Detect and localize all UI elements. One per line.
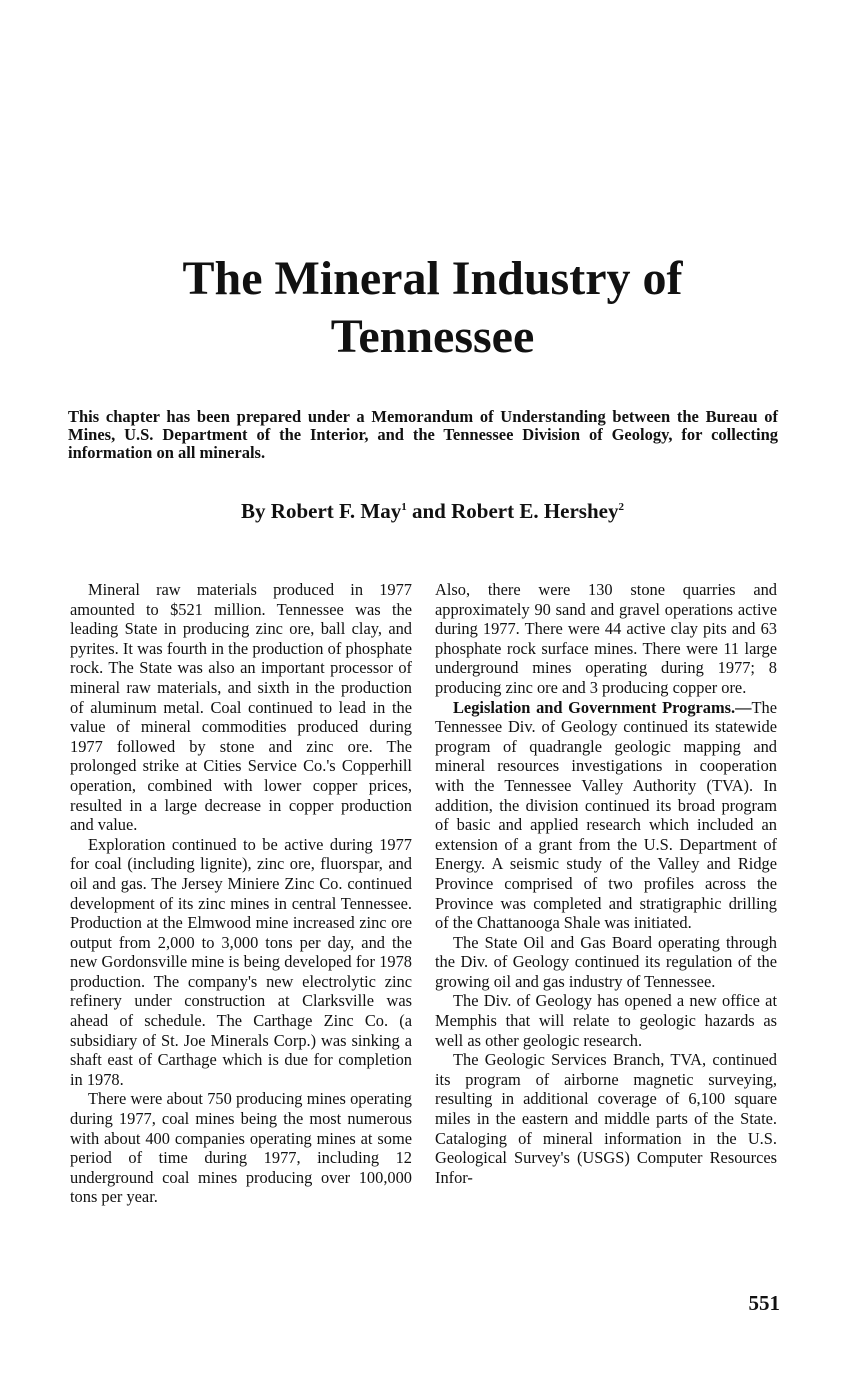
left-text-column — [70, 580, 412, 1207]
legislation-paragraph — [435, 698, 777, 933]
chapter-intro-note: This chapter has been prepared under a Memorandum of Understanding between the Bureau of Mines, U.S. Department of the Interior, and the Tennessee Division of Geology, for collecting information on all minerals. — [68, 407, 778, 462]
page-title-line-1: The Mineral Industry of — [182, 252, 683, 305]
page-title-line-2: Tennessee — [330, 310, 535, 363]
legislation-text: The Tennessee Div. of Geology continued its statewide program of quadrangle geologic mapping and mineral resources investigations in cooperation with the Tennessee Valley Authority (TVA). In addition, the division continued its broad program of basic and applied research which included an extension of a grant from the U.S. Department of Energy. A seismic study of the Valley and Ridge Province comprised of two profiles across the Province was completed and stratigraphic drilling of the Chattanooga Shale was initiated. — [435, 697, 777, 933]
body-paragraph: The Geologic Services Branch, TVA, continued its program of airborne magnetic surveying, resulting in additional coverage of 6,100 square miles in the eastern and middle parts of the State. Cataloging of mineral information in the U.S. Geological Survey's (USGS) Computer Resources Infor- — [435, 1050, 777, 1187]
continued-paragraph: Also, there were 130 stone quarries and approximately 90 sand and gravel operations active during 1977. There were 44 active clay pits and 63 phosphate rock surface mines. There were 11 large underground mines operating during 1977; 8 producing zinc ore and 3 producing copper ore. — [435, 580, 777, 697]
byline-prefix: By — [241, 499, 271, 523]
body-paragraph: The State Oil and Gas Board operating through the Div. of Geology continued its regulation of the growing oil and gas industry of Tennessee. — [435, 932, 777, 991]
byline-connector: and — [406, 499, 452, 523]
page-number: 551 — [748, 1291, 780, 1315]
author-name-1: Robert F. May — [270, 499, 402, 523]
author-footnote-mark-2: 2 — [618, 501, 624, 513]
author-name-2: Robert E. Hershey — [451, 499, 619, 523]
author-footnote-mark-1: 1 — [401, 501, 407, 513]
body-paragraph: Mineral raw materials produced in 1977 amounted to $521 million. Tennessee was the leading State in producing zinc ore, ball clay, and pyrites. It was fourth in the production of phosphate rock. The State was also an important processor of mineral raw materials, and sixth in the production of aluminum metal. Coal continued to lead in the value of mineral commodities produced during 1977 followed by stone and zinc ore. The prolonged strike at Cities Service Co.'s Copperhill operation, combined with lower copper prices, resulted in a large decrease in copper production and value. — [70, 580, 412, 835]
body-paragraph: The Div. of Geology has opened a new office at Memphis that will relate to geologic hazards as well as other geologic research. — [435, 991, 777, 1050]
author-byline — [0, 497, 865, 525]
body-paragraph: There were about 750 producing mines operating during 1977, coal mines being the most numerous with about 400 companies operating mines at some period of time during 1977, including 12 underground coal mines producing over 100,000 tons per year. — [70, 1089, 412, 1207]
body-paragraph: Exploration continued to be active during 1977 for coal (including lignite), zinc ore, fluorspar, and oil and gas. The Jersey Miniere Zinc Co. continued development of its zinc mines in central Tennessee. Production at the Elmwood mine increased zinc ore output from 2,000 to 3,000 tons per day, and the new Gordonsville mine is being developed for 1978 production. The company's new electrolytic zinc refinery under construction at Clarksville was ahead of schedule. The Carthage Zinc Co. (a subsidiary of St. Joe Minerals Corp.) was sinking a shaft east of Carthage which is due for completion in 1978. — [70, 834, 412, 1089]
page-title — [0, 250, 865, 366]
right-text-column — [435, 580, 777, 1187]
section-run-in-heading: Legislation and Government Programs.— — [453, 697, 752, 717]
